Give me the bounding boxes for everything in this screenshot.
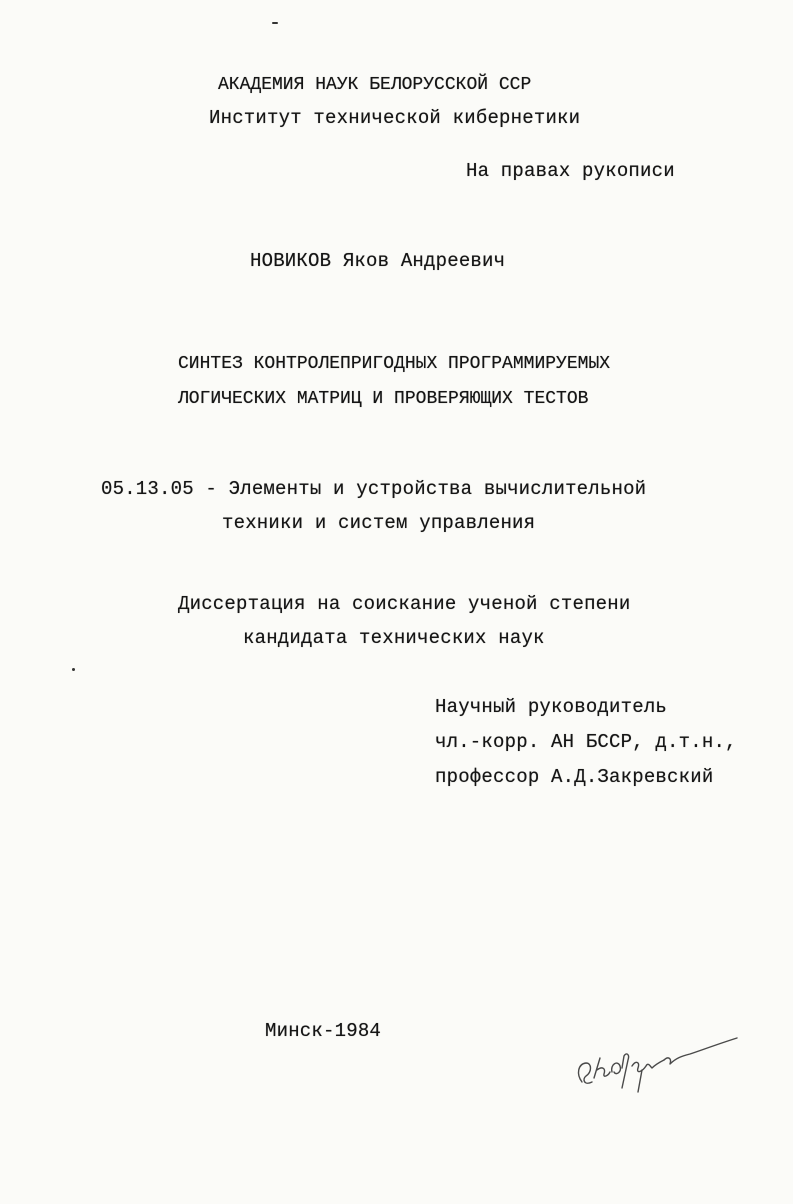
- thesis-title-line-1: СИНТЕЗ КОНТРОЛЕПРИГОДНЫХ ПРОГРАММИРУЕМЫХ: [178, 354, 611, 374]
- signature-stroke: [638, 1070, 642, 1092]
- signature-stroke: [594, 1058, 610, 1078]
- scan-speck: [72, 668, 75, 671]
- institute-name: Институт технической кибернетики: [209, 107, 581, 129]
- specialty-line-1: 05.13.05 - Элементы и устройства вычислительной: [101, 478, 647, 500]
- specialty-line-2: техники и систем управления: [222, 512, 536, 534]
- signature-scribble: [572, 1030, 747, 1100]
- rights-note: На правах рукописи: [466, 160, 675, 182]
- signature-stroke: [632, 1060, 664, 1072]
- academy-name: АКАДЕМИЯ НАУК БЕЛОРУССКОЙ ССР: [218, 75, 532, 95]
- degree-line-2: кандидата технических наук: [243, 627, 545, 649]
- author-name: НОВИКОВ Яков Андреевич: [250, 250, 506, 272]
- supervisor-label: Научный руководитель: [435, 696, 668, 718]
- thesis-title-line-2: ЛОГИЧЕСКИХ МАТРИЦ И ПРОВЕРЯЮЩИХ ТЕСТОВ: [178, 389, 589, 409]
- supervisor-name: профессор А.Д.Закревский: [435, 766, 714, 788]
- degree-line-1: Диссертация на соискание ученой степени: [178, 593, 631, 615]
- signature-stroke: [664, 1038, 737, 1064]
- supervisor-title: чл.-корр. АН БССР, д.т.н.,: [435, 731, 737, 753]
- place-and-year: Минск-1984: [265, 1020, 382, 1042]
- signature-stroke: [612, 1054, 629, 1088]
- scan-mark: [272, 22, 278, 24]
- signature-stroke: [579, 1063, 592, 1083]
